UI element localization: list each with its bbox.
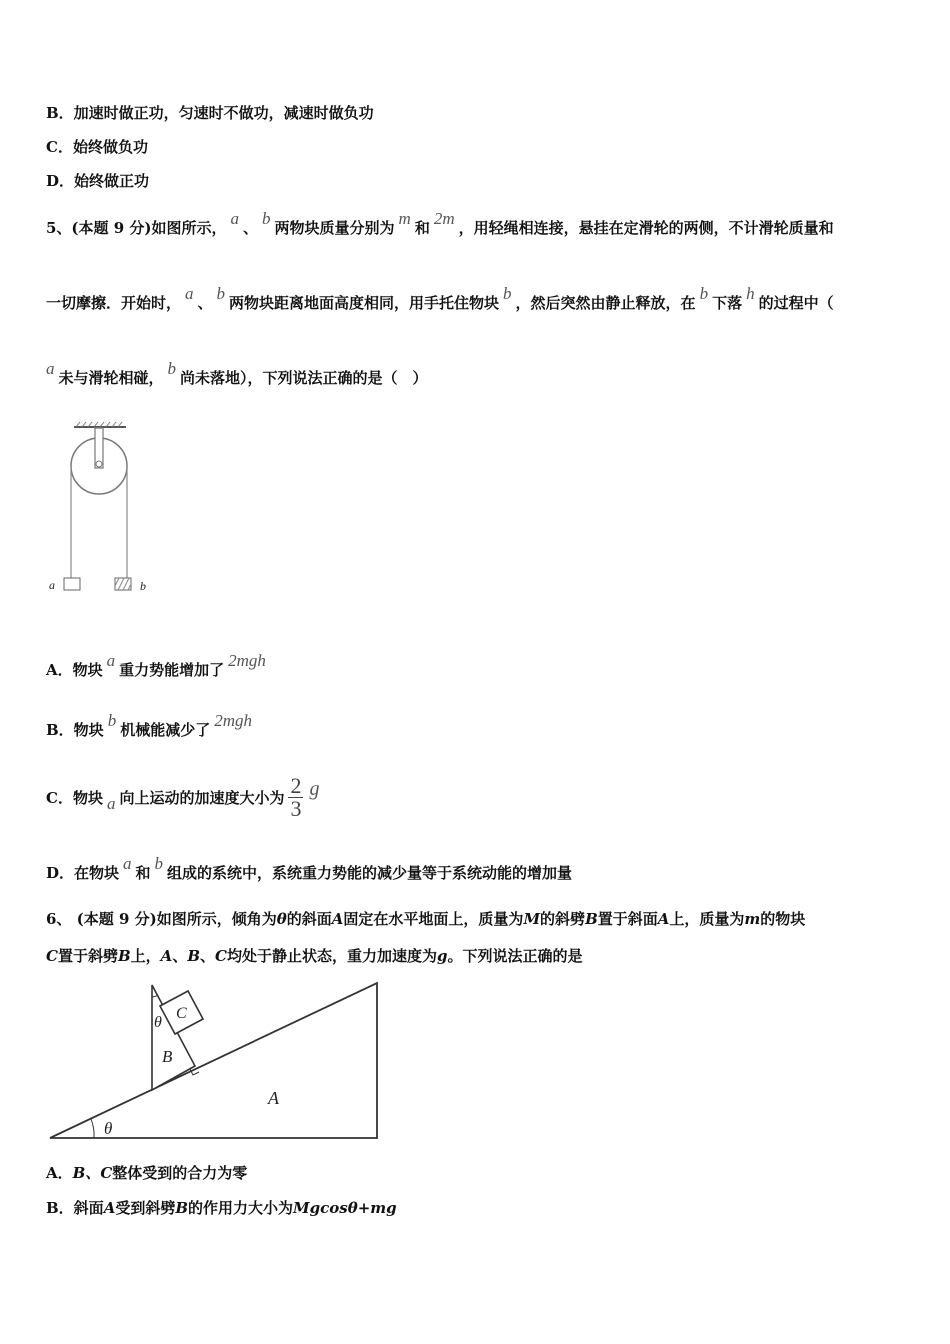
q6-stem-line1: 6、 (本题 9 分)如图所示，倾角为θ的斜面A固定在水平地面上，质量为M的斜劈B置于斜面A上，质量为m的物块 xyxy=(46,910,806,928)
block-a xyxy=(64,578,80,590)
label-a: a xyxy=(49,578,55,592)
q5-stem-line3: a 未与滑轮相碰， b 尚未落地），下列说法正确的是（ ） xyxy=(46,359,428,387)
incline-a xyxy=(50,983,377,1138)
q5-stem-line1: 5、(本题 9 分)如图所示， a 、 b 两物块质量分别为 m 和 2m ，用轻绳相连接，悬挂在定滑轮的两侧，不计滑轮质量和 xyxy=(46,209,834,237)
label-b: b xyxy=(140,579,146,593)
pulley-figure xyxy=(40,420,170,605)
q5-option-a: A．物块 a 重力势能增加了 2mgh xyxy=(46,651,266,679)
label-b: B xyxy=(162,1047,173,1066)
q6-stem-line2: C置于斜劈B上，A、B、C均处于静止状态，重力加速度为g。下列说法正确的是 xyxy=(46,947,583,965)
incline-figure xyxy=(44,975,384,1147)
q6-option-a: A．B、C整体受到的合力为零 xyxy=(46,1164,248,1182)
label-theta-wedge: θ xyxy=(154,1014,162,1031)
q5-option-b: B．物块 b 机械能减少了 2mgh xyxy=(46,711,252,739)
label-c: C xyxy=(176,1005,187,1022)
q4-option-c: C．始终做负功 xyxy=(46,138,148,156)
q6-option-b: B．斜面A受到斜劈B的作用力大小为Mgcosθ+mg xyxy=(46,1199,397,1217)
q5-option-d: D．在物块 a 和 b 组成的系统中，系统重力势能的减少量等于系统动能的增加量 xyxy=(46,854,573,882)
q5-option-c: C．物块 a 向上运动的加速度大小为 $\frac{2}{3}$ g xyxy=(46,773,320,821)
label-a: A xyxy=(268,1088,279,1108)
q5-stem-line2: 一切摩擦．开始时， a 、 b 两物块距离地面高度相同，用手托住物块 b ，然后突然由静止释放，在 b 下落 h 的过程中（ xyxy=(46,284,834,312)
q4-option-d: D．始终做正功 xyxy=(46,172,150,190)
q4-option-b: B．加速时做正功，匀速时不做功，减速时做负功 xyxy=(46,104,374,122)
label-theta-base: θ xyxy=(104,1119,113,1138)
fraction-two-thirds: $\frac{2}{3}$ xyxy=(290,773,302,821)
